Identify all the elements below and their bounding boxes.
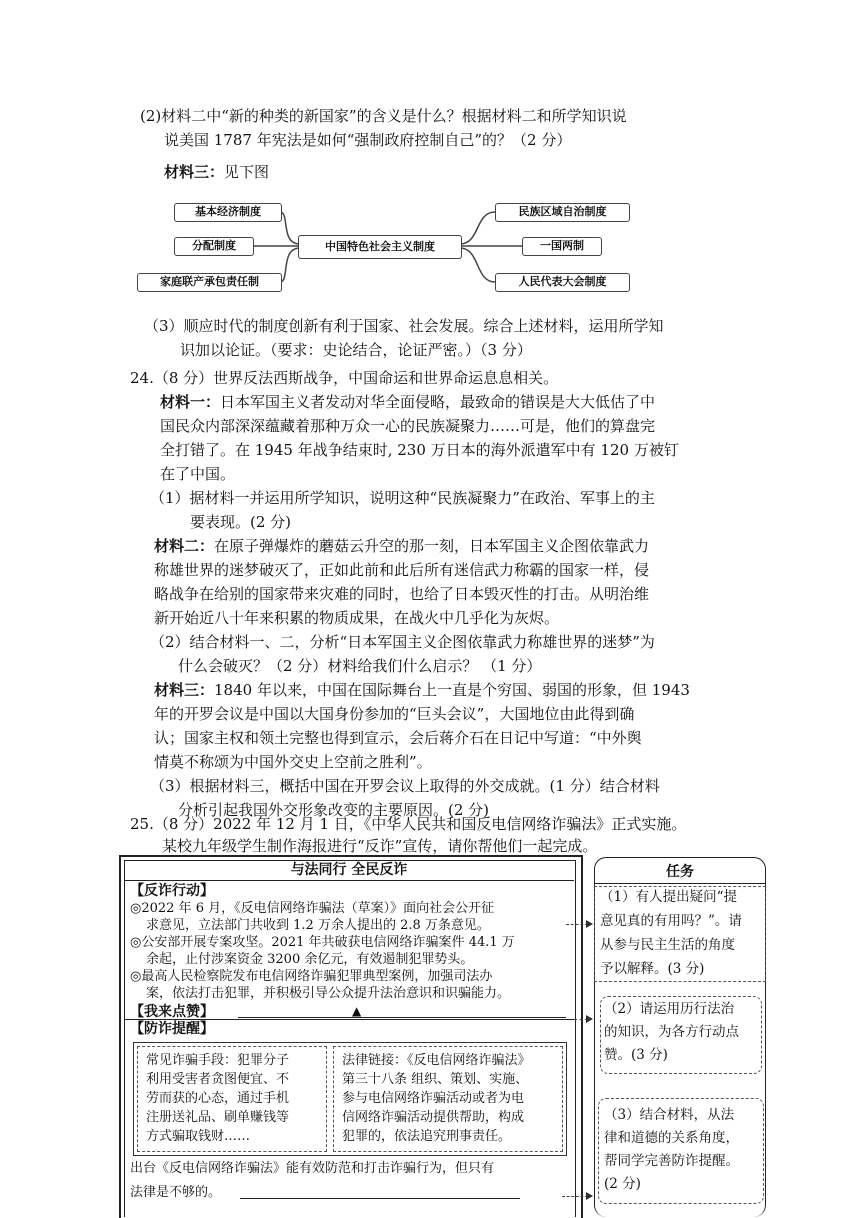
- praise-answer-line[interactable]: [238, 1017, 566, 1018]
- q24-q3-line2: 分析引起我国外交形象改变的主要原因。(2 分): [178, 801, 490, 819]
- action-2-line1: ◎公安部开展专案攻坚。2021 年共破获电信网络诈骗案件 44.1 万: [130, 935, 515, 950]
- mindmap-right-2: 一国两制: [522, 237, 602, 256]
- material3-text: 见下图: [224, 163, 270, 181]
- remind-answer-line[interactable]: [240, 1198, 520, 1199]
- q25-line2: 某校九年级学生制作海报进行“反诈”宣传，请你帮他们一起完成。: [162, 837, 598, 855]
- q24-m3-line4: 情莫不称颂为中国外交史上空前之胜利”。: [154, 753, 432, 771]
- task2-line: 的知识，为各方行动点: [604, 1024, 739, 1040]
- q25-line1: 25.（8 分）2022 年 12 月 1 日，《中华人民共和国反电信网络诈骗法》正式实施。: [130, 815, 687, 833]
- arrowhead-task1-icon: [586, 920, 593, 928]
- q23-3-line1: （3）顺应时代的制度创新有利于国家、社会发展。综合上述材料，运用所学知: [144, 317, 664, 335]
- poster-bottom-line1: 出台《反电信网络诈骗法》能有效防范和打击诈骗行为，但只有: [130, 1161, 495, 1176]
- action-1-line1: ◎2022 年 6 月，《反电信网络诈骗法（草案）》面向社会公开征: [130, 901, 495, 916]
- task1-line: 从参与民主生活的角度: [600, 937, 735, 953]
- poster-title: 与法同行 全民反诈: [290, 862, 408, 878]
- mindmap-left-3: 家庭联产承包责任制: [137, 273, 282, 292]
- arrowhead-task3-icon: [586, 1192, 593, 1200]
- q23-3-line2: 识加以论证。（要求：史论结合，论证严密。）（3 分）: [180, 341, 532, 359]
- task-title-divider: [595, 883, 765, 884]
- m3-text1: 1840 年以来，中国在国际舞台上一直是个穷国、弱国的形象，但 1943: [214, 681, 690, 699]
- remind-header: 【防诈提醒】: [130, 1021, 214, 1037]
- task1-line: （1）有人提出疑问“提: [600, 889, 737, 905]
- task2-line: （2）请运用历行法治: [604, 1001, 735, 1017]
- tip-right-line: 犯罪的，依法追究刑事责任。: [342, 1129, 512, 1144]
- task3-line: 帮同学完善防诈提醒。: [604, 1153, 739, 1169]
- q24-m3-line1: [154, 678, 690, 702]
- mindmap-left-1: 基本经济制度: [174, 203, 282, 222]
- tip-right-line: 信网络诈骗活动提供帮助，构成: [342, 1110, 525, 1125]
- q23-2-line2: 说美国 1787 年宪法是如何“强制政府控制自己”的？（2 分）: [164, 131, 572, 149]
- mindmap-left-2: 分配制度: [174, 237, 254, 256]
- poster-title-divider: [124, 880, 574, 881]
- tip-left-line: 劳而获的心态，通过手机: [146, 1091, 290, 1106]
- q24-q2-line1: （2）结合材料一、二，分析“日本军国主义企图依靠武力称雄世界的迷梦”为: [150, 633, 655, 651]
- action-3-line2: 案，依法打击犯罪，并积极引导公众提升法治意识和识骗能力。: [146, 986, 511, 1001]
- tip-left-line: 常见诈骗手段：犯罪分子: [146, 1053, 290, 1068]
- m1-label: 材料一：: [160, 393, 221, 411]
- task-title: 任务: [666, 864, 694, 880]
- tip-right-line: 参与电信网络诈骗活动或者为电: [342, 1091, 525, 1106]
- mindmap-center: 中国特色社会主义制度: [298, 235, 462, 259]
- q24-m1-line1: [160, 390, 655, 414]
- q24-q1-line2: 要表现。(2 分): [190, 513, 292, 531]
- mindmap-right-1: 民族区域自治制度: [495, 203, 630, 222]
- task1-line: 予以解释。(3 分): [600, 961, 705, 977]
- task3-line: 律和道德的关系角度，: [604, 1130, 739, 1146]
- arrowhead-task2-icon: [586, 1015, 593, 1023]
- q24-m1-line2: 国民众内部深深蕴藏着那种万众一心的民族凝聚力……可是，他们的算盘完: [160, 417, 656, 435]
- connector-left-3: [280, 248, 300, 282]
- q24-m2-line4: 新开始近八十年来积累的物质成果，在战火中几乎化为灰烬。: [154, 609, 560, 627]
- arrow-task3: [562, 1196, 588, 1197]
- action-3-line1: ◎最高人民检察院发布电信网络诈骗犯罪典型案例，加强司法办: [130, 969, 493, 984]
- q24-m2-line3: 略战争在给别的国家带来灾难的同时，也给了日本毁灭性的打击。从明治维: [154, 585, 650, 603]
- connector-right-3: [460, 248, 495, 282]
- tip-left-line: 注册送礼品、刷单赚钱等: [146, 1110, 290, 1125]
- task2-line: 赞。(3 分): [604, 1047, 668, 1063]
- m1-text1: 日本军国主义者发动对华全面侵略，最致命的错误是大大低估了中: [220, 393, 656, 411]
- arrow-task1: [566, 924, 588, 925]
- praise-label: 【我来点赞】: [130, 1004, 214, 1020]
- q24-q2-line2: 什么会破灭？（2 分）材料给我们什么启示？ （1 分）: [178, 657, 542, 675]
- tip-right-line: 第三十八条 组织、策划、实施、: [342, 1072, 529, 1087]
- material3-heading: [164, 160, 269, 184]
- q24-q1-line1: （1）据材料一并运用所学知识，说明这种“民族凝聚力”在政治、军事上的主: [150, 489, 655, 507]
- m2-text1: 在原子弹爆炸的蘑菇云升空的那一刻，日本军国主义企图依靠武力: [214, 537, 650, 555]
- task1-line: 意见真的有用吗？”。请: [600, 913, 742, 929]
- m3-label: 材料三：: [154, 681, 215, 699]
- action-header: 【反诈行动】: [130, 883, 214, 899]
- q24-m3-line3: 认；国家主权和领土完整也得到宣示，会后蒋介石在日记中写道：“中外舆: [154, 729, 642, 747]
- material3-label: 材料三：: [164, 163, 225, 181]
- q24-header: 24.（8 分）世界反法西斯战争，中国命运和世界命运息息相关。: [130, 369, 559, 387]
- q24-m1-line4: 在了中国。: [160, 465, 236, 483]
- q24-q3-line1: （3）根据材料三，概括中国在开罗会议上取得的外交成就。(1 分）结合材料: [150, 777, 660, 795]
- connector-left-1: [280, 212, 300, 244]
- m2-label: 材料二：: [154, 537, 215, 555]
- tip-left-line: 利用受害者贪图便宜、不: [146, 1072, 290, 1087]
- q24-m3-line2: 年的开罗会议是中国以大国身份参加的“巨头会议”，大国地位由此得到确: [154, 705, 635, 723]
- poster-bottom-line2: 法律是不够的。: [130, 1185, 222, 1200]
- mindmap-right-3: 人民代表大会制度: [495, 273, 630, 292]
- tip-left-line: 方式骗取钱财……: [146, 1129, 251, 1144]
- task3-line: (2 分): [604, 1176, 641, 1192]
- q24-m2-line1: [154, 534, 649, 558]
- q24-m2-line2: 称雄世界的迷梦破灭了，正如此前和此后所有迷信武力称霸的国家一样，侵: [154, 561, 650, 579]
- praise-triangle-icon: ▲: [352, 1004, 362, 1018]
- task3-line: （3）结合材料，从法: [604, 1107, 735, 1123]
- connector-right-1: [460, 212, 495, 244]
- q23-2-line1: (2)材料二中“新的种类的新国家”的含义是什么？根据材料二和所学知识说: [140, 107, 627, 125]
- action-2-line2: 余起，止付涉案资金 3200 余亿元，有效遏制犯罪势头。: [146, 952, 474, 967]
- tip-right-line: 法律链接：《反电信网络诈骗法》: [342, 1053, 531, 1068]
- action-1-line2: 求意见，立法部门共收到 1.2 万余人提出的 2.8 万条意见。: [146, 918, 490, 933]
- q24-m1-line3: 全打错了。在 1945 年战争结束时, 230 万日本的海外派遣军中有 120 万被钉: [160, 441, 679, 459]
